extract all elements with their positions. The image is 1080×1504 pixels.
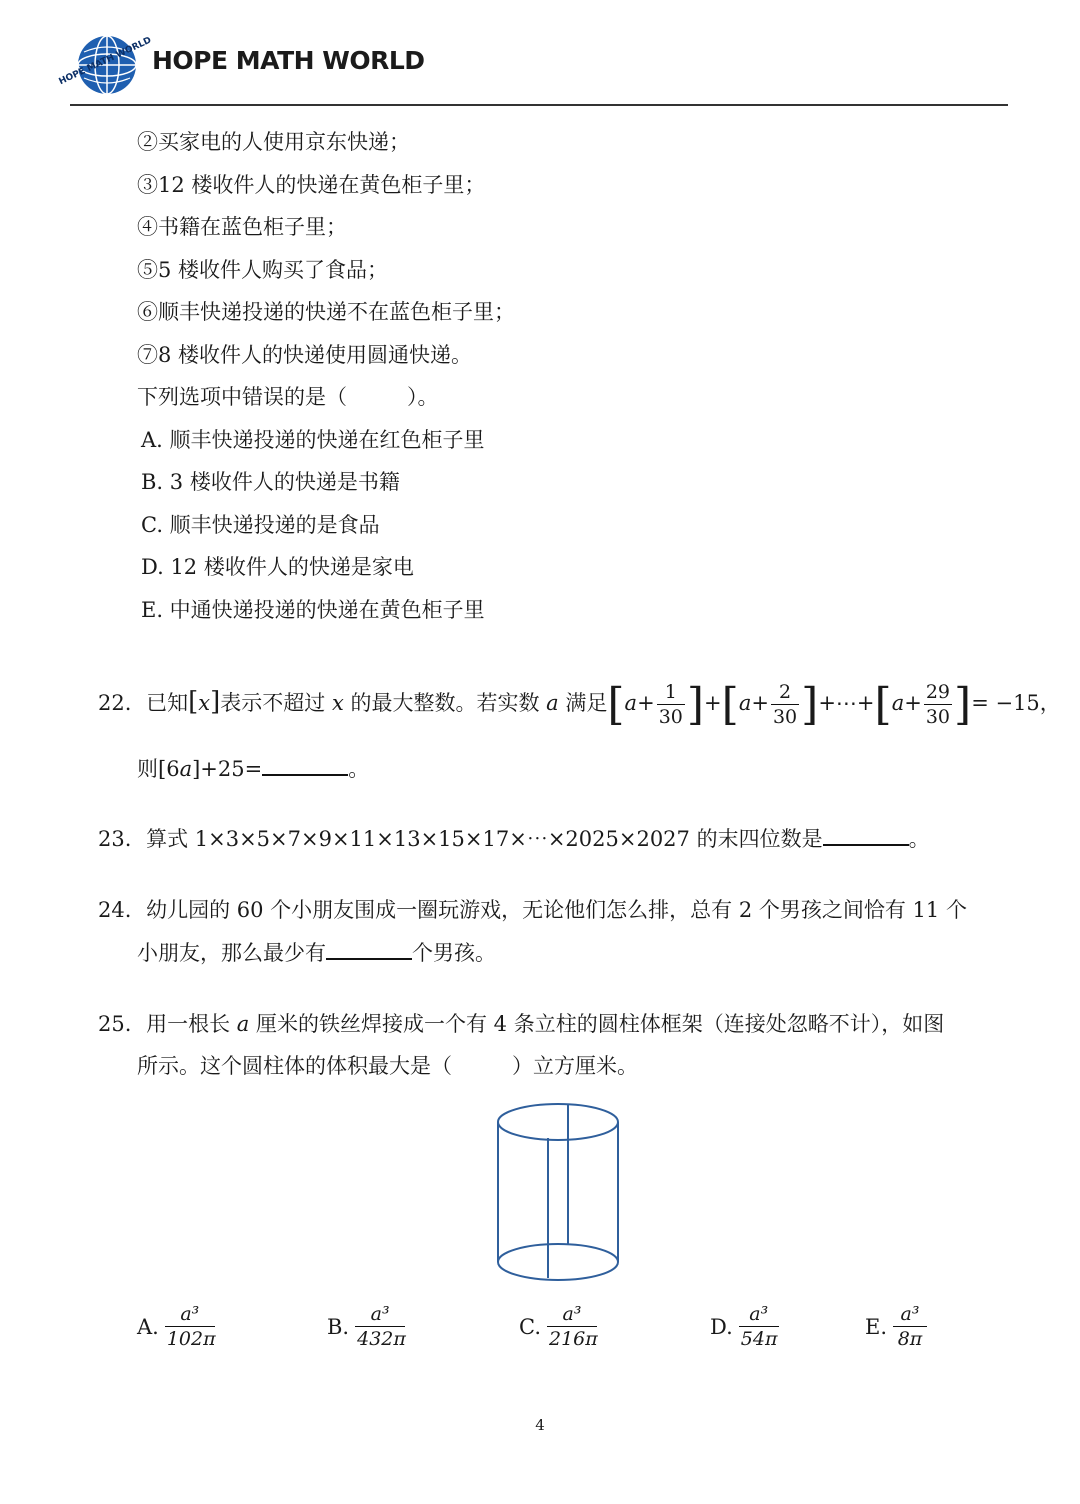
q25-text-3: 所示。这个圆柱体的体积最大是（ — [137, 1054, 452, 1078]
q22-frac-1-den: 30 — [658, 706, 683, 728]
q22-line2-a: a — [179, 757, 193, 781]
q21-clue-5: ⑤5 楼收件人购买了食品； — [137, 258, 389, 282]
q22-number: 22. — [98, 691, 132, 715]
q25-option-e-frac — [893, 1302, 927, 1351]
q22-line2 — [137, 754, 369, 783]
q21-option-e: E. 中通快递投递的快递在黄色柜子里 — [141, 598, 485, 622]
q22-text-1: 已知 — [146, 691, 189, 715]
q23-end: 。 — [908, 827, 930, 851]
q23-line — [98, 824, 930, 853]
q21-clue-6: ⑥顺丰快递投递的快递不在蓝色柜子里； — [137, 300, 515, 324]
page-number: 4 — [535, 1416, 545, 1434]
q22-frac-2 — [771, 680, 799, 729]
q22-text-4: 满足 — [565, 691, 608, 715]
q24-number: 24. — [98, 898, 132, 922]
q25-option-d-label: D. — [710, 1314, 733, 1339]
globe-logo-icon — [57, 34, 154, 96]
q22-frac-3-den: 30 — [925, 706, 951, 728]
q25-option-e-label: E. — [865, 1314, 888, 1339]
header-divider — [70, 104, 1008, 106]
q21-option-a: A. 顺丰快递投递的快递在红色柜子里 — [141, 428, 485, 452]
q22-x-var: x — [198, 691, 211, 715]
q23-text: 算式 1×3×5×7×9×11×13×15×17×⋯×2025×2027 的末四位数是 — [146, 827, 823, 851]
q25-option-e-num: a³ — [893, 1302, 927, 1327]
q22-text-3: 的最大整数。若实数 — [350, 691, 540, 715]
q25-option-c-num: a³ — [547, 1302, 597, 1327]
q25-line1 — [98, 1010, 944, 1038]
q24-answer-blank[interactable] — [326, 938, 412, 960]
q25-text-4: ）立方厘米。 — [512, 1054, 638, 1078]
q22-term2-a: a — [738, 691, 752, 715]
q25-option-a-frac — [165, 1302, 215, 1351]
q22-line1: 22. 已知[x]表示不超过 x 的最大整数。若实数 a 满足[a+ $\frac{1}{30}$ ]+[a+ $\frac{2}{30}$ ]+⋯+[a+ $\frac{29}{30}$ ]= −15， — [98, 678, 1061, 730]
q21-clue-4: ④书籍在蓝色柜子里； — [137, 215, 347, 239]
q25-option-a — [137, 1302, 215, 1351]
q22-text-2: 表示不超过 — [220, 691, 326, 715]
q24-text-2: 小朋友，那么最少有 — [137, 941, 326, 965]
q23-answer-blank[interactable] — [823, 824, 909, 846]
q25-a: a — [236, 1012, 250, 1036]
q21-prompt-after: ）。 — [407, 385, 439, 409]
q22-line2-after: ]+25= — [192, 757, 263, 781]
q25-option-d-frac — [739, 1302, 779, 1351]
q25-text-2: 厘米的铁丝焊接成一个有 4 条立柱的圆柱体框架（连接处忽略不计），如图 — [256, 1012, 945, 1036]
q25-text-1: 用一根长 — [146, 1012, 231, 1036]
q22-frac-3-num: 29 — [925, 681, 951, 703]
q21-option-d: D. 12 楼收件人的快递是家电 — [141, 555, 414, 579]
q25-option-d — [710, 1302, 779, 1351]
q22-answer-blank[interactable] — [262, 754, 348, 776]
q21-option-c: C. 顺丰快递投递的是食品 — [141, 513, 380, 537]
q25-number: 25. — [98, 1012, 132, 1036]
q25-option-c-den: 216π — [549, 1328, 598, 1350]
q21-prompt — [137, 383, 439, 411]
q23-number: 23. — [98, 827, 132, 851]
q25-line2 — [137, 1052, 638, 1080]
q25-option-e — [865, 1302, 927, 1351]
q22-frac-1-num: 1 — [657, 680, 685, 705]
q25-option-a-num: a³ — [165, 1302, 215, 1327]
q22-term1-a: a — [624, 691, 638, 715]
q22-frac-1 — [657, 680, 685, 729]
q25-option-b-num: a³ — [355, 1302, 405, 1327]
q22-line2-end: 。 — [348, 757, 370, 781]
q21-option-b: B. 3 楼收件人的快递是书籍 — [141, 470, 400, 494]
q25-option-b-den: 432π — [357, 1328, 406, 1350]
q22-frac-2-num: 2 — [771, 680, 799, 705]
q21-clue-3: ③12 楼收件人的快递在黄色柜子里； — [137, 173, 486, 197]
q25-option-e-den: 8π — [897, 1328, 923, 1350]
q21-clue-2: ②买家电的人使用京东快递； — [137, 130, 410, 154]
q25-option-d-den: 54π — [740, 1328, 778, 1350]
q25-option-b-label: B. — [327, 1314, 350, 1339]
q22-line2-before: 则[6 — [137, 757, 180, 781]
q25-option-c — [519, 1302, 597, 1351]
q25-option-a-label: A. — [137, 1314, 159, 1339]
q22-result: = −15， — [971, 691, 1061, 715]
q25-option-d-num: a³ — [739, 1302, 779, 1327]
q22-term3-a: a — [891, 691, 905, 715]
q25-option-c-label: C. — [519, 1314, 541, 1339]
cylinder-frame-figure — [494, 1100, 622, 1284]
q22-frac-3 — [924, 680, 952, 729]
q24-text-3: 个男孩。 — [412, 941, 496, 965]
q22-a: a — [546, 691, 559, 715]
q25-option-b — [327, 1302, 405, 1351]
q24-text-1: 幼儿园的 60 个小朋友围成一圈玩游戏，无论他们怎么排，总有 2 个男孩之间恰有 11 个 — [146, 898, 967, 922]
q24-line2 — [137, 938, 496, 967]
q21-clue-7: ⑦8 楼收件人的快递使用圆通快递。 — [137, 343, 473, 367]
q24-line1 — [98, 896, 967, 924]
q25-option-a-den: 102π — [166, 1328, 216, 1350]
q21-prompt-before: 下列选项中错误的是（ — [137, 385, 347, 409]
q22-frac-2-den: 30 — [772, 706, 798, 728]
q22-x: x — [331, 691, 344, 715]
q25-option-c-frac — [547, 1302, 597, 1351]
brand-name: HOPE MATH WORLD — [152, 46, 425, 75]
logo-text: HOPE MATH WORLD — [57, 35, 154, 88]
q25-option-b-frac — [355, 1302, 405, 1351]
q22-dots: +⋯+ — [818, 691, 875, 715]
